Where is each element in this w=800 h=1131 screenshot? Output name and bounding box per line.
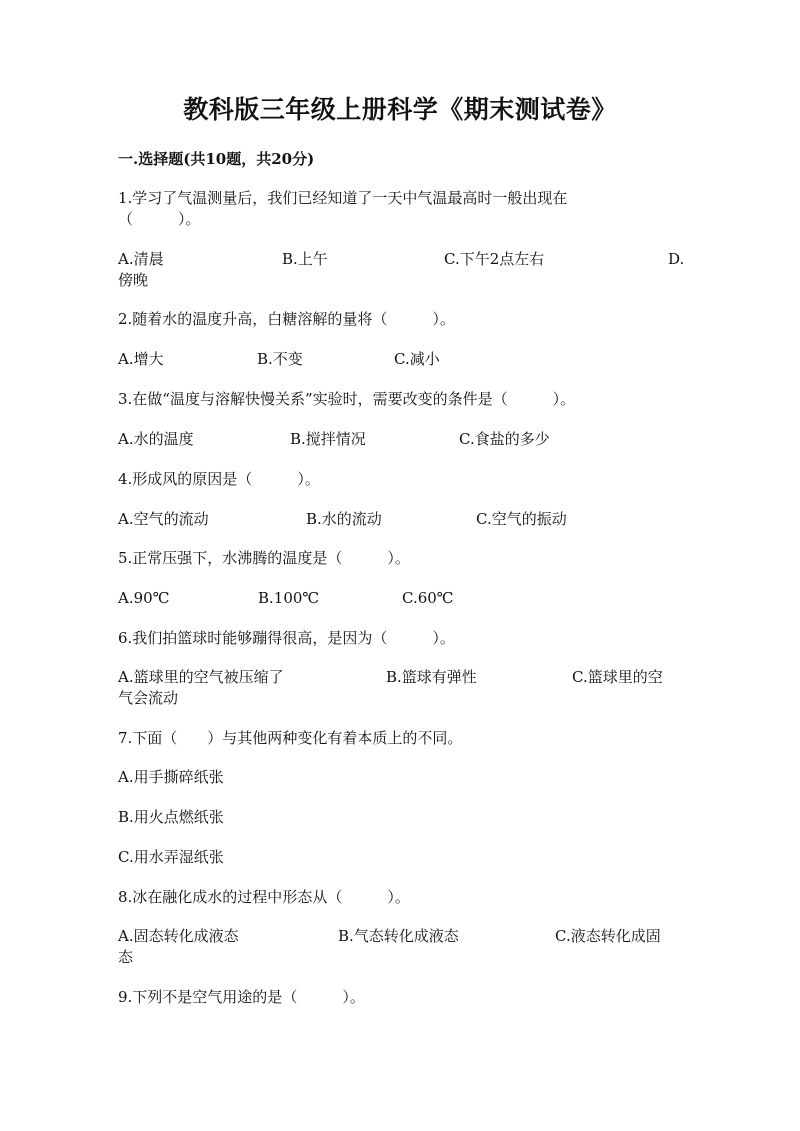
- question-5-text: 5.正常压强下，水沸腾的温度是（ ）。: [118, 549, 410, 567]
- question-7-option-c: C.用水弄湿纸张: [118, 848, 224, 866]
- question-2-option-c: C.减小: [394, 350, 440, 368]
- question-8-option-c-wrap: 态: [118, 948, 134, 966]
- question-8-option-c: C.液态转化成固: [555, 927, 661, 945]
- question-5-option-b: B.100℃: [258, 589, 320, 607]
- question-3-text: 3.在做“温度与溶解快慢关系”实验时，需要改变的条件是（ ）。: [118, 390, 576, 408]
- section-heading: 一.选择题(共10题，共20分): [118, 150, 315, 168]
- question-2-text: 2.随着水的温度升高，白糖溶解的量将（ ）。: [118, 310, 455, 328]
- question-1-text-cont: （ ）。: [118, 210, 201, 228]
- question-5-option-a: A.90℃: [118, 589, 170, 607]
- question-6-text: 6.我们拍篮球时能够蹦得很高，是因为（ ）。: [118, 629, 455, 647]
- question-4-option-c: C.空气的振动: [476, 510, 567, 528]
- question-1-option-c: C.下午2点左右: [444, 250, 545, 268]
- question-9-text: 9.下列不是空气用途的是（ ）。: [118, 988, 365, 1006]
- question-8-option-b: B.气态转化成液态: [338, 927, 459, 945]
- question-6-option-c-wrap: 气会流动: [118, 689, 179, 707]
- question-5-option-c: C.60℃: [402, 589, 454, 607]
- question-3-option-b: B.搅拌情况: [290, 430, 366, 448]
- question-8-option-a: A.固态转化成液态: [118, 927, 239, 945]
- question-8-text: 8.冰在融化成水的过程中形态从（ ）。: [118, 888, 410, 906]
- question-1-option-d: D.: [668, 250, 685, 268]
- question-2-option-a: A.增大: [118, 350, 164, 368]
- question-1-text: 1.学习了气温测量后，我们已经知道了一天中气温最高时一般出现在: [118, 189, 568, 207]
- question-3-option-c: C.食盐的多少: [459, 430, 550, 448]
- question-2-option-b: B.不变: [257, 350, 303, 368]
- question-7-option-b: B.用火点燃纸张: [118, 808, 224, 826]
- question-4-option-b: B.水的流动: [306, 510, 382, 528]
- question-1-option-d-wrap: 傍晚: [118, 271, 149, 289]
- question-4-text: 4.形成风的原因是（ ）。: [118, 470, 320, 488]
- question-6-option-a: A.篮球里的空气被压缩了: [118, 668, 284, 686]
- page-title: 教科版三年级上册科学《期末测试卷》: [183, 95, 617, 124]
- question-3-option-a: A.水的温度: [118, 430, 194, 448]
- question-6-option-c: C.篮球里的空: [572, 668, 663, 686]
- question-6-option-b: B.篮球有弹性: [386, 668, 477, 686]
- question-7-text: 7.下面（ ）与其他两种变化有着本质上的不同。: [118, 729, 463, 747]
- question-7-option-a: A.用手撕碎纸张: [118, 768, 224, 786]
- question-4-option-a: A.空气的流动: [118, 510, 209, 528]
- question-1-option-b: B.上午: [282, 250, 328, 268]
- question-1-option-a: A.清晨: [118, 250, 164, 268]
